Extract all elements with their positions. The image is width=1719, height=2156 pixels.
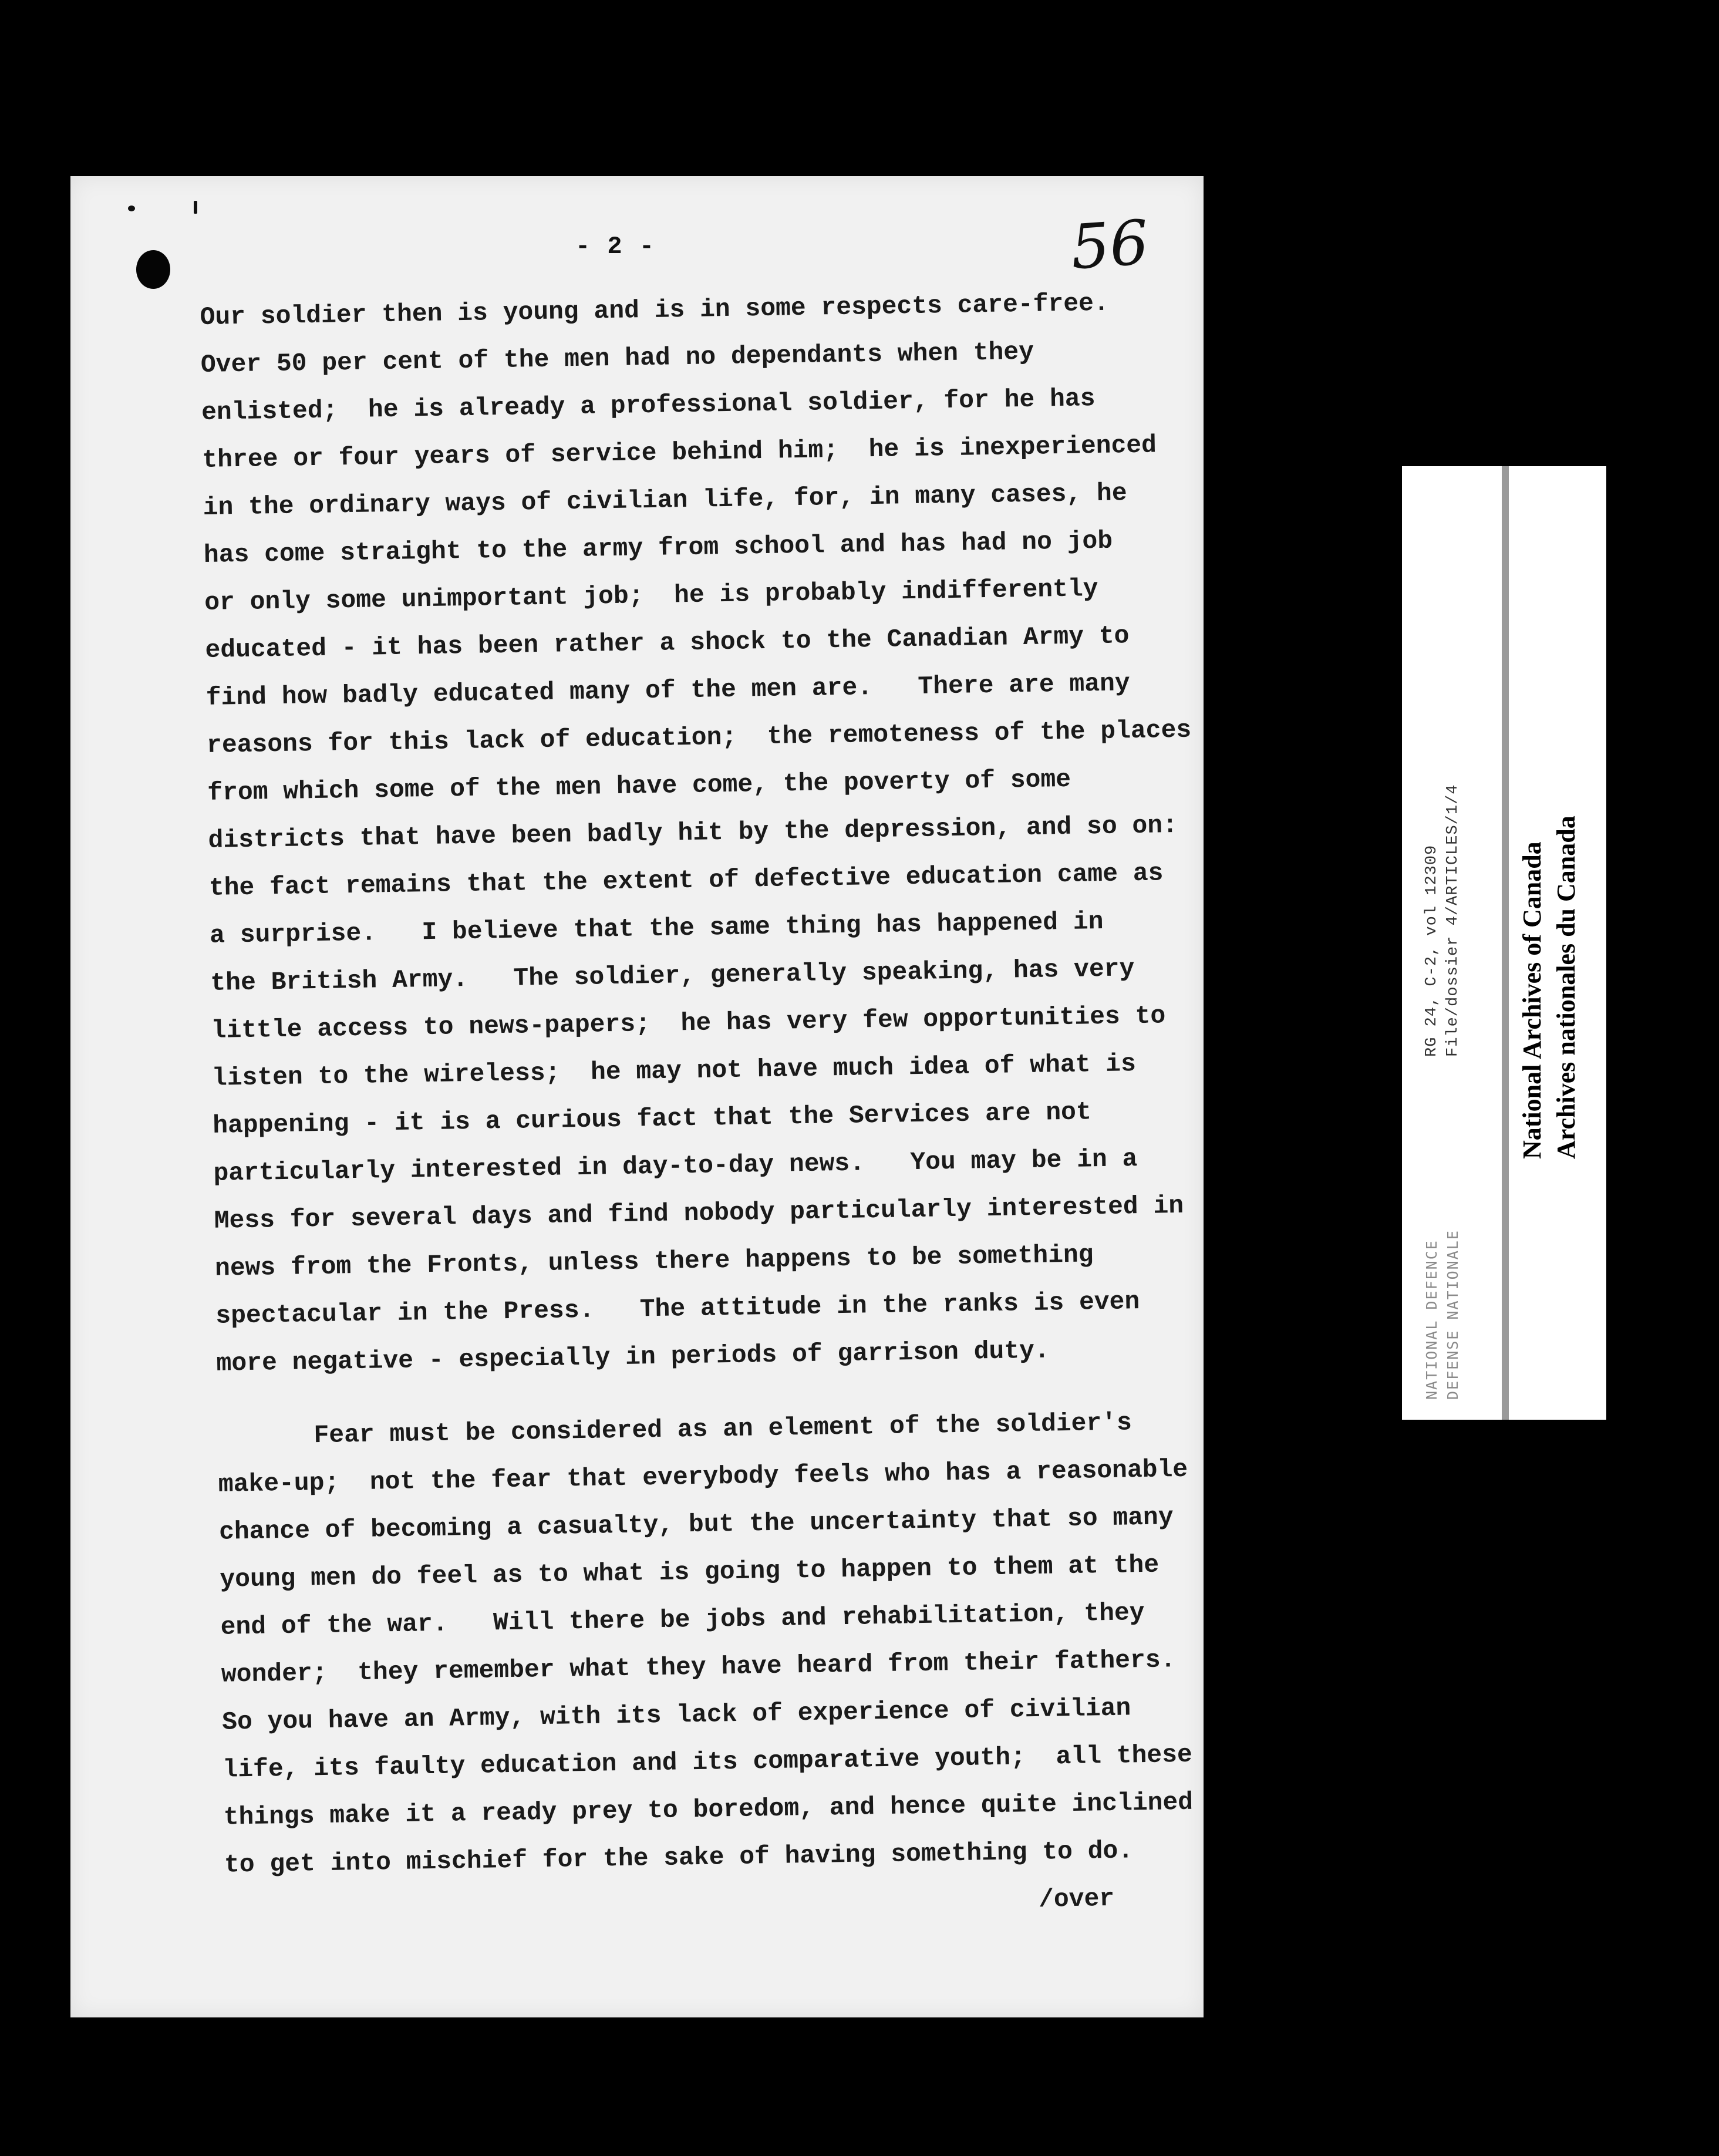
text-line: Our soldier then is young and is in some respects care-free. (200, 288, 1110, 332)
punch-hole (136, 250, 170, 289)
text-line: more negative - especially in periods of garrison duty. (216, 1336, 1050, 1378)
text-line: three or four years of service behind him; he is inexperienced (202, 430, 1157, 474)
department-name: NATIONAL DEFENCE (1423, 1239, 1440, 1400)
text-line: things make it a ready prey to boredom, and hence quite inclined (223, 1787, 1194, 1832)
reference-line: File/dossier 4/ARTICLES/1/4 (1444, 784, 1462, 1057)
continuation-mark: /over (1038, 1884, 1115, 1914)
text-line: Over 50 per cent of the men had no dependants when they (200, 337, 1034, 379)
text-line: enlisted; he is already a professional soldier, for he has (201, 384, 1096, 427)
text-line: to get into mischief for the sake of having something to do. (224, 1836, 1134, 1879)
text-line: young men do feel as to what is going to happen to them at the (220, 1550, 1160, 1594)
text-line: educated - it has been rather a shock to the Canadian Army to (205, 621, 1130, 665)
archive-name-french: Archives nationales du Canada (1552, 816, 1580, 1159)
paper-speck (194, 201, 197, 214)
text-line: the British Army. The soldier, generally speaking, has very (210, 954, 1135, 998)
text-line: little access to news-papers; he has very few opportunities to (211, 1001, 1166, 1045)
typewritten-body (200, 278, 1223, 1936)
text-line: listen to the wireless; he may not have much idea of what is (211, 1049, 1137, 1093)
text-line: has come straight to the army from school and has had no job (203, 526, 1113, 570)
text-line: a surprise. I believe that the same thing has happened in (209, 907, 1104, 950)
text-line: wonder; they remember what they have heard from their fathers. (221, 1645, 1176, 1689)
text-line: particularly interested in day-to-day news. You may be in a (213, 1144, 1138, 1188)
reference-line: RG 24, C-2, vol 12309 (1423, 844, 1441, 1057)
text-line: So you have an Army, with its lack of experience of civilian (221, 1693, 1131, 1737)
page-number: - 2 - (575, 233, 656, 261)
department-name: DEFENSE NATIONALE (1444, 1229, 1461, 1400)
text-line: chance of becoming a casualty, but the uncertainty that so many (218, 1503, 1174, 1547)
text-line: life, its faulty education and its comparative youth; all these (223, 1740, 1193, 1784)
text-line: districts that have been badly hit by the depression, and so on: (208, 810, 1178, 855)
text-line: from which some of the men have come, the poverty of some (207, 764, 1071, 807)
text-line: happening - it is a curious fact that the Services are not (212, 1097, 1092, 1140)
text-line: make-up; not the fear that everybody feels who has a reasonable (218, 1454, 1188, 1499)
text-line: news from the Fronts, unless there happens to be something (214, 1240, 1094, 1283)
handwritten-folio-number: 56 (1068, 206, 1151, 284)
text-line: in the ordinary ways of civilian life, for, in many cases, he (203, 479, 1127, 522)
text-line: reasons for this lack of education; the remoteness of the places (206, 715, 1192, 760)
archive-label (1402, 466, 1606, 1420)
paper-speck (128, 206, 135, 211)
document-page (70, 176, 1204, 2017)
text-line: the fact remains that the extent of defective education came as (208, 858, 1164, 902)
text-line: end of the war. Will there be jobs and rehabilitation, they (220, 1598, 1145, 1642)
text-line: Fear must be considered as an element of the soldier's (314, 1408, 1132, 1450)
label-divider (1502, 466, 1509, 1420)
text-line: spectacular in the Press. The attitude in the ranks is even (215, 1287, 1140, 1330)
text-line: find how badly educated many of the men are. There are many (205, 669, 1131, 712)
text-line: or only some unimportant job; he is probably indifferently (204, 574, 1098, 617)
archive-name-english: National Archives of Canada (1518, 841, 1546, 1159)
text-line: Mess for several days and find nobody particularly interested in (214, 1191, 1184, 1235)
